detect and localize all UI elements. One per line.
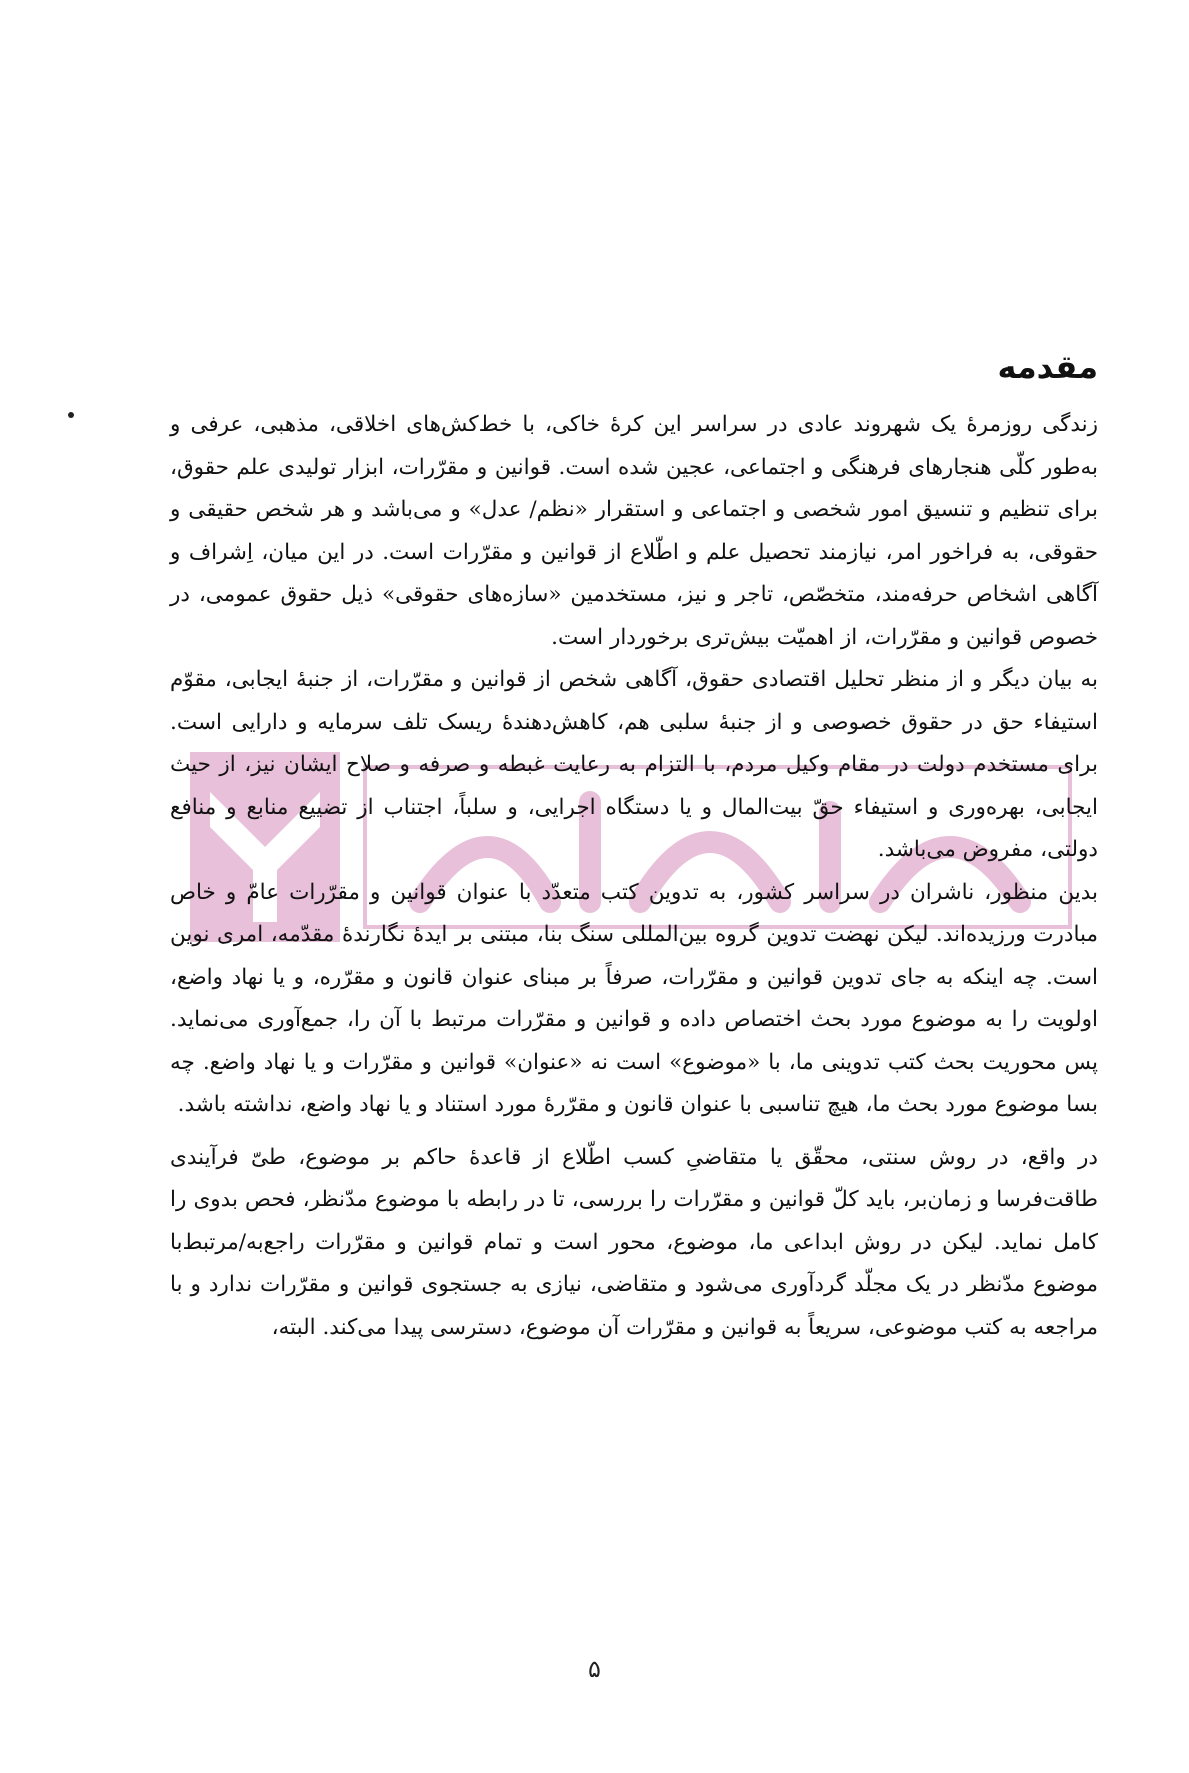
section-title: مقدمه (997, 348, 1098, 386)
page-number: ۵ (588, 1655, 601, 1683)
margin-dot (68, 412, 74, 418)
document-body (170, 340, 1098, 1349)
paragraph-2: به بیان دیگر و از منظر تحلیل اقتصادی حقوق، آگاهی شخص از قوانین و مقرّرات، از جنبۀ ایجابی، مقوّم استیفاء حق در حقوق خصوصی و از جنبۀ سلبی هم، کاهش‌دهندۀ ریسک تلف سرمایه و دارایی است. برای مستخدم دولت در مقام وکیل مردم، با التزام به رعایت غبطه و صرفه و صلاح ایشان نیز، از حیث ایجابی، بهره‌وری و استیفاء حقّ بیت‌المال و یا دستگاه اجرایی، و سلباً، اجتناب از تضییع منابع و منافع دولتی، مفروض می‌باشد. (170, 667, 1098, 862)
paragraph-spacer (170, 1127, 1098, 1137)
paragraph-1: زندگی روزمرۀ یک شهروند عادی در سراسر این کرۀ خاکی، با خط‌کش‌های اخلاقی، مذهبی، عرفی و به‌طور کلّی هنجارهای فرهنگی و اجتماعی، عجین شده است. قوانین و مقرّرات، ابزار تولیدی علم حقوق، برای تنظیم و تنسیق امور شخصی و اجتماعی و استقرار «نظم/ عدل» و می‌باشد و هر شخص حقیقی و حقوقی، به فراخور امر، نیازمند تحصیل علم و اطّلاع از قوانین و مقرّرات است. در این میان، اِشراف و آگاهی اشخاص حرفه‌مند، متخصّص، تاجر و نیز، مستخدمین «سازه‌های حقوقی» ذیل حقوق عمومی، در خصوص قوانین و مقرّرات، از اهمیّت بیش‌تری برخوردار است. (170, 412, 1098, 650)
paragraph-4: در واقع، در روش سنتی، محقّق یا متقاضیِ کسب اطّلاع از قاعدۀ حاکم بر موضوع، طیّ فرآیندی طاقت‌فرسا و زمان‌بر، باید کلّ قوانین و مقرّرات را بررسی، تا در رابطه با موضوع مدّنظر، فحص بدوی را کامل نماید. لیکن در روش ابداعی ما، موضوع، محور است و تمام قوانین و مقرّرات راجع‌به/مرتبط‌با موضوع مدّنظر در یک مجلّد گردآوری می‌شود و متقاضی، نیازی به جستجوی قوانین و مقرّرات ندارد و با مراجعه به کتب موضوعی، سریعاً به قوانین و مقرّرات آن موضوع، دسترسی پیدا می‌کند. البته، (170, 1144, 1098, 1340)
paragraph-3: بدین منظور، ناشران در سراسر کشور، به تدوین کتب متعدّد با عنوان قوانین و مقرّرات عامّ و خاص مبادرت ورزیده‌اند. لیکن نهضت تدوین گروه بین‌المللی سنگ بنا، مبتنی بر ایدۀ نگارندۀ مقدّمه، امری نوین است. چه اینکه به جای تدوین قوانین و مقرّرات، صرفاً بر مبنای عنوان قانون و مقرّره، و یا نهاد واضع، اولویت را به موضوع مورد بحث اختصاص داده و قوانین و مقرّرات مرتبط با آن را، جمع‌آوری می‌نماید. پس محوریت بحث کتب تدوینی ما، با «موضوع» است نه «عنوان» قوانین و مقرّرات و یا نهاد واضع. چه بسا موضوع مورد بحث ما، هیچ تناسبی با عنوان قانون و مقرّرۀ مورد استناد و یا نهاد واضع، نداشته باشد. (170, 879, 1098, 1117)
